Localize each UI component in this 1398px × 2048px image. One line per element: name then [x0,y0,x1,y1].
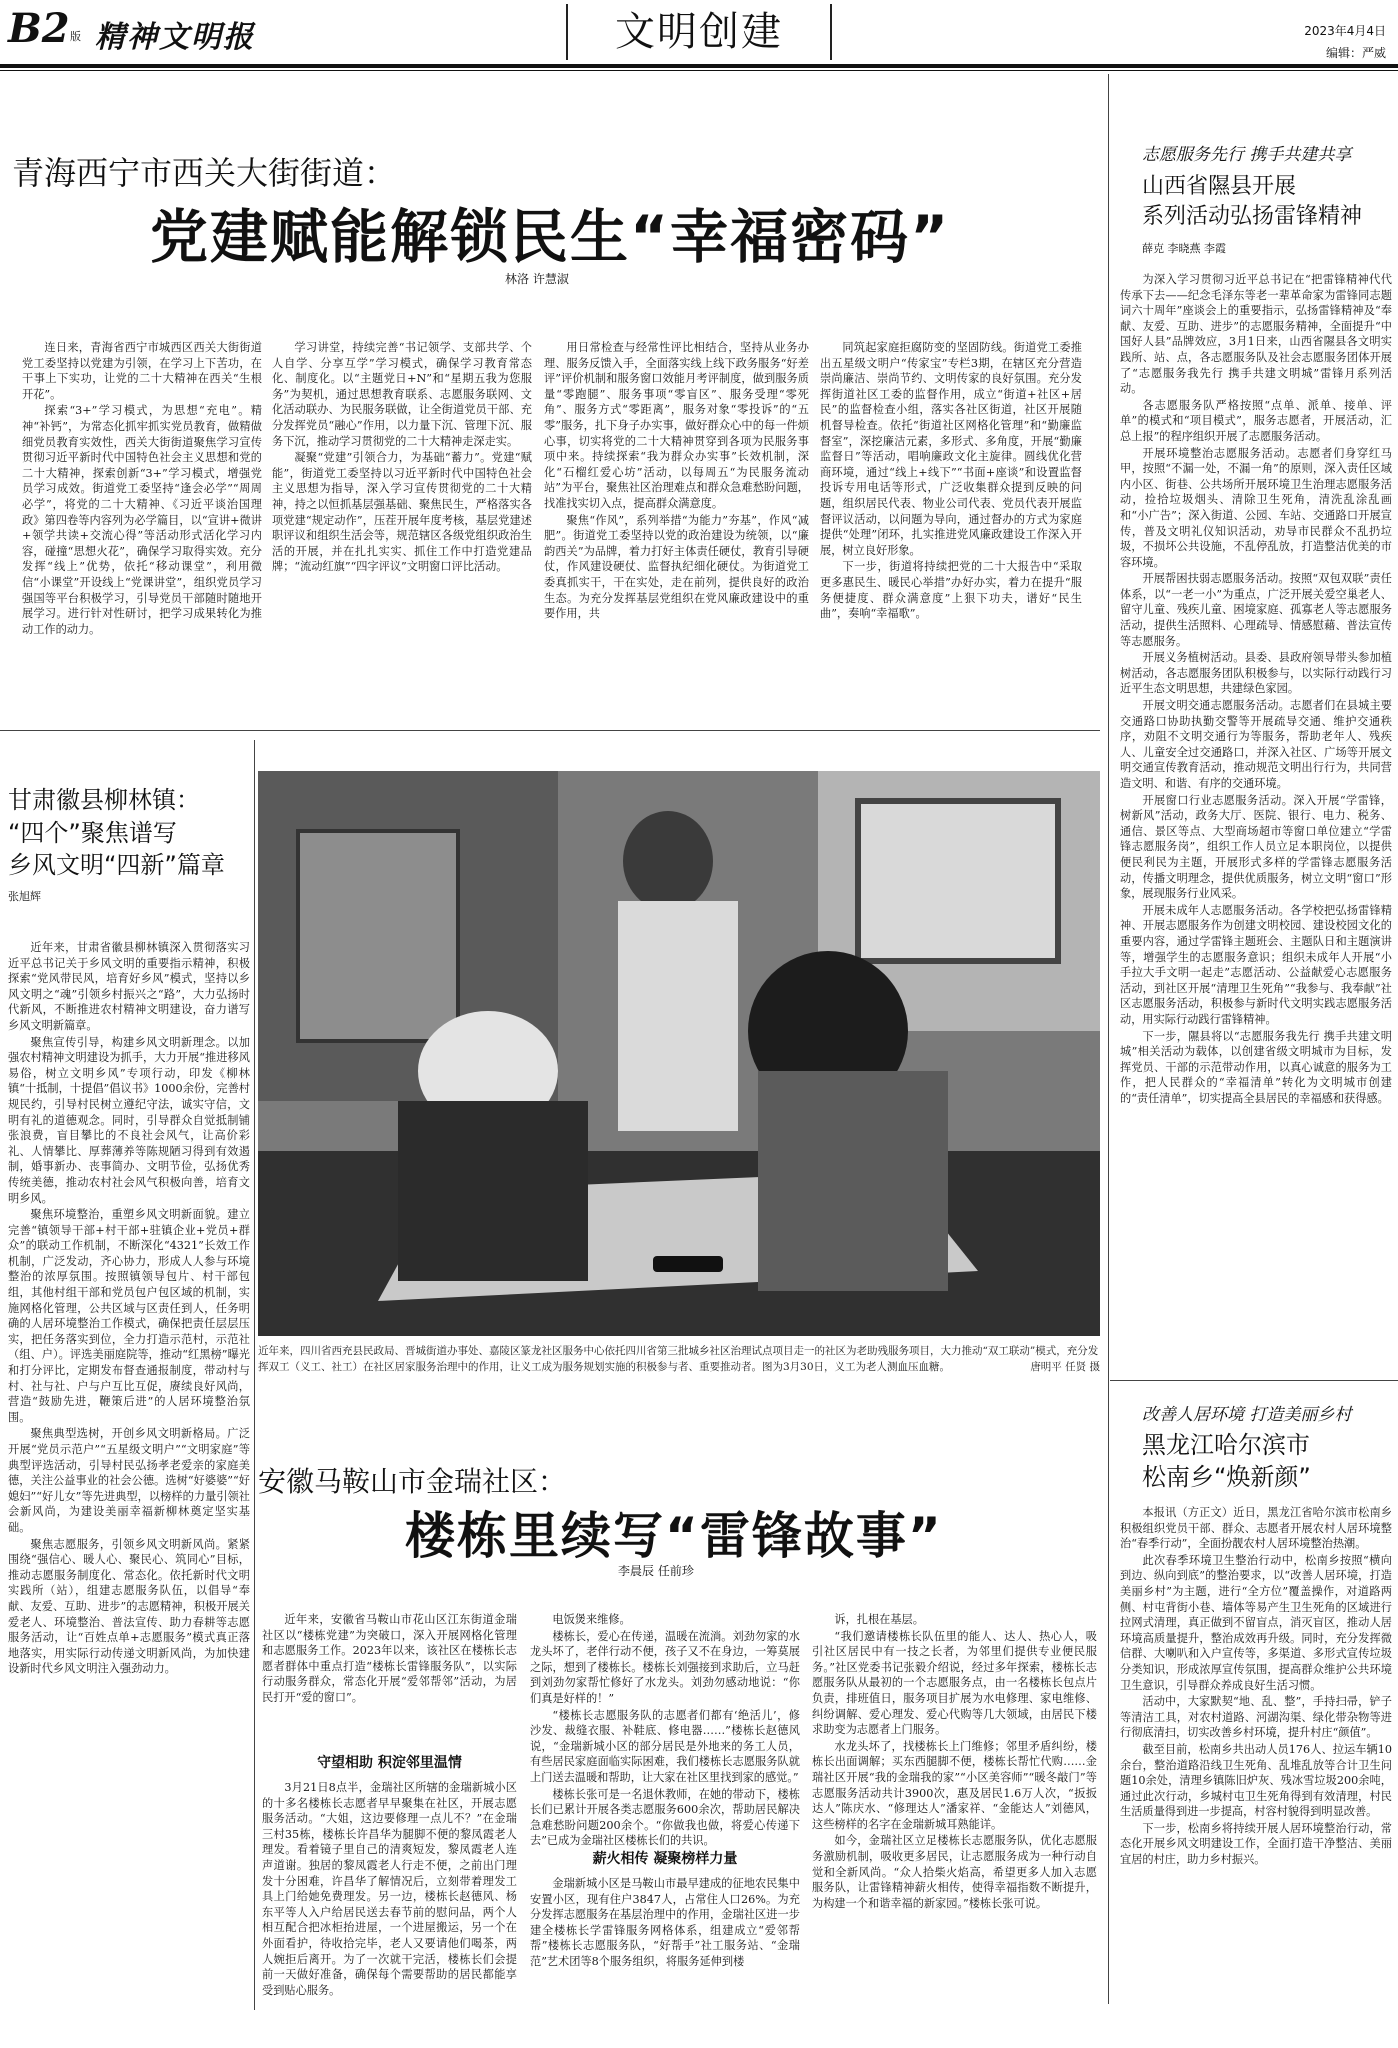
article3-column-1-body: 3月21日8点半，金瑞社区所辖的金瑞新城小区的十多名楼栋长志愿者早早聚集在社区，开展志愿服务活动。“大姐，这边要修理一点儿不？”在金瑞三村35栋，楼栋长许昌华为腿脚不便的黎凤霞老人理发。看着镜子里自己的清爽短发，黎凤霞老人连声道谢。独居的黎凤霞老人行走不便，之前出门理发十分困难，许昌华了解情况后，立刻带着理发工具上门给她免费理发。另一边，楼栋长赵德风、杨东平等人入户给居民送去春节前的慰问品，两个人相互配合把冰柜抬进屋，一个进屋搬运，另一个在外面看护，待收拾完毕，老人又要请他们喝茶，两人婉拒后离开。为了一次就干完活，楼栋长们会提前一天做好准备，确保每个需要帮助的居民都能享受到贴心服务。 [262,1781,517,1997]
article1-column-2: 学习讲堂，持续完善“书记领学、支部共学、个人自学、分享互学”学习模式，确保学习教育常态化、制度化。以“主题党日+N”和“星期五我为您服务”为契机，通过思想教育联系、志愿服务联网、文化活动联办、为民服务联做，让全街道党员干部、充分发挥党员“融心”作用，以力量下沉、管理下沉、服务下沉，推动学习贯彻党的二十大精神走深走实。 凝聚“党建”引领合力，为基础“蓄力”。党建“赋能”，街道党工委坚持以习近平新时代中国特色社会主义思想为指导，深入学习宣传贯彻党的二十大精神，持之以恒抓基层强基础、聚焦民生，严格落实各项党建“规定动作”，压茬开展年度考核，基层党建述职评议和组织生活会等，规范辖区各级党组织政治生活的开展，并在扎扎实实、抓住工作中打造党建品牌；“流动红旗”“四字评议”文明窗口评比活动。 [272,341,532,574]
article2-body: 近年来，甘肃省徽县柳林镇深入贯彻落实习近平总书记关于乡风文明的重要指示精神，积极探索“党风带民风，培育好乡风”模式，坚持以乡风文明之“魂”引领乡村振兴之“路”，大力弘扬时代新风，不断推进农村精神文明建设，奋力谱写乡风文明新篇章。 聚焦宣传引导，构建乡风文明新理念。以加强农村精神文明建设为抓手，大力开展“推进移风易俗，树立文明乡风”专项行动，印发《柳林镇“十抵制，十提倡”倡议书》1000余份，完善村规民约，引导村民树立遵纪守法，诚实守信，文明有礼的道德观念。同时，引导群众自觉抵制铺张浪费，盲目攀比的不良社会风气，让高价彩礼、人情攀比、厚葬薄养等陈规陋习得到有效遏制，婚事新办、丧事简办、文明节俭，弘扬优秀传统美德，推动农村社会风气积极向善，培育文明乡风。 聚焦环境整治，重塑乡风文明新面貌。建立完善“镇领导干部+村干部+驻镇企业+党员+群众”的联动工作机制，不断深化“4321”长效工作机制，广泛发动，齐心协力，形成人人参与环境整治的浓厚氛围。按照镇领导包片、村干部包组，其他村组干部和党员包户包区域的机制，实施网格化管理，公共区域与区责任到人，任务明确的人居环境整治工作模式，确保把责任层层压实，把任务落实到位，全力打造示范村，示范社（组、户）。评选美丽庭院等，推动“红黑榜”曝光和打分评比，定期发布督查通报制度，带动村与村、社与社、户与户互比互促，赓续良好风尚，营造“鼓励先进，鞭策后进”的人居环境整治氛围。 聚焦典型选树，开创乡风文明新格局。广泛开展“党员示范户”“五星级文明户”“文明家庭”等典型评选活动，引导村民弘扬孝老爱亲的家庭美德，关注公益事业的社会公德。选树“好婆婆”“好媳妇”“好儿女”等先进典型，以榜样的力量引领社会新风尚，为建设美丽幸福新柳林奠定坚实基础。 聚焦志愿服务，引领乡风文明新风尚。紧紧围绕“强信心、暖人心、聚民心、筑同心”目标，推动志愿服务制度化、常态化。依托新时代文明实践所（站），组建志愿服务队伍，以倡导“奉献、友爱、互助、进步”的志愿精神，积极开展关爱老人、环境整治、普法宣传、助力春耕等志愿服务活动，让“百姓点单+志愿服务”模式真正落地落实，用实际行动传递文明新风尚，为加快建设新时代乡风文明注入强劲动力。 [8,941,250,1676]
article3-subhead-2: 薪火相传 凝聚榜样力量 [592,1851,738,1867]
sidebar2-kicker: 改善人居环境 打造美丽乡村 [1142,1405,1352,1425]
article2-divider [254,740,255,2010]
header-rule [0,64,1398,68]
article1-column-4: 同筑起家庭拒腐防变的坚固防线。街道党工委推出五星级文明户“传家宝”专栏3期，在辖区充分营造崇尚廉洁、崇尚节约、文明传家的良好氛围。充分发挥街道社区工委的监督作用，成立“街道+社区+居民”的监督检查小组，落实各社区街道，社区开展随机督导检查。依托“街道社区网格化管理”和“勤廉监督室”，深挖廉洁元素，多形式、多角度，开展“勤廉监督日”等活动，唱响廉政文化主旋律。圆线优化营商环境，通过“线上+线下”“书面+座谈”和设置监督投诉专用电话等形式，广泛收集群众提到反映的问题，组织居民代表、物业公司代表、党员代表开展监督评议活动，以问题为导向，通过督办的方式为家庭提供“处理”闭环，扎实推进党风廉政建设工作深入开展，树立良好形象。 下一步，街道将持续把党的二十大报告中“采取更多惠民生、暖民心举措”办好办实，着力在提升“服务便捷度、群众满意度”上狠下功夫，谱好“民生曲”，奏响“幸福歌”。 [820,341,1082,621]
article1-author: 林洛 许慧淑 [505,272,569,286]
article3-headline: 楼栋里续写“雷锋故事” [405,1507,943,1565]
article1-kicker: 青海西宁市西关大街街道： [12,154,397,192]
article2-title-line1: “四个”聚焦谱写 [8,819,177,847]
sidebar1-title-line2: 系列活动弘扬雷锋精神 [1142,204,1363,229]
sidebar2-title-line1: 黑龙江哈尔滨市 [1142,1431,1310,1459]
photo-illustration [258,771,1100,1336]
article1-bottom-rule [0,730,1100,731]
article3-column-2-body: 金瑞新城小区是马鞍山市最早建成的征地农民集中安置小区，现有住户3847人，占常住人口26%。为充分发挥志愿服务在基层治理中的作用，金瑞社区进一步建全楼栋长学雷锋服务网格体系，组建成立“爱邻帮帮”楼栋长志愿服务队，“好帮手”社工服务站、“金瑞范”艺术团等8个服务组织，将服务延伸到楼 [530,1877,800,1968]
article1-headline: 党建赋能解锁民生“幸福密码” [150,203,951,271]
article3-kicker: 安徽马鞍山市金瑞社区： [258,1465,567,1498]
sidebar1-body: 为深入学习贯彻习近平总书记在“把雷锋精神代代传承下去——纪念毛泽东等老一辈革命家为雷锋同志题词六十周年”座谈会上的重要指示，弘扬雷锋精神及“奉献、友爱、互助、进步”的志愿服务精神，全面提升“中国好人县”品牌效应，3月1日来，山西省隰县各文明实践所、站、点，各志愿服务队及社会志愿服务团体开展了“志愿服务我先行 携手共建文明城”雷锋月系列活动。 各志愿服务队严格按照“点单、派单、接单、评单”的模式和“项目模式”，服务志愿者，开展活动，汇总上报”的程序组织开展了志愿服务活动。 开展环境整治志愿服务活动。志愿者们身穿红马甲，按照“不漏一处，不漏一角”的原则，深入责任区域内小区、街巷、公共场所开展环境卫生治理志愿服务活动，捡拾垃圾烟头、清除卫生死角，清洗乱涂乱画和“小广告”；深入街道、公园、车站、交通路口开展宣传，普及文明礼仪知识活动，劝导市民群众不乱扔垃圾，不损坏公共设施，不乱停乱放，打造整洁优美的市容环境。 开展帮困扶弱志愿服务活动。按照“双包双联”责任体系，以“一老一小”为重点，广泛开展关爱空巢老人、留守儿童、残疾儿童、困境家庭、孤寡老人等志愿服务活动，提供生活照料、心理疏导、情感慰藉、普法宣传等志愿服务。 开展义务植树活动。县委、县政府领导带头参加植树活动，各志愿服务团队积极参与，以实际行动践行习近平生态文明思想，共建绿色家园。 开展文明交通志愿服务活动。志愿者们在县城主要交通路口协助执勤交警等开展疏导交通、维护交通秩序，劝阻不文明交通行为等服务，帮助老年人、残疾人、儿童安全过交通路口，并深入社区、广场等开展文明交通宣传教育活动，推动规范文明出行行为，共同营造文明、和谐、有序的交通环境。 开展窗口行业志愿服务活动。深入开展“学雷锋，树新风”活动，政务大厅、医院、银行、电力、税务、通信、景区等点、大型商场超市等窗口单位建立“学雷锋志愿服务岗”，组织工作人员立足本职岗位，以提供便民利民为主题，开展形式多样的学雷锋志愿服务活动，传播文明理念，提供优质服务，树立文明“窗口”形象，展现服务行业风采。 开展未成年人志愿服务活动。各学校把弘扬雷锋精神、开展志愿服务作为创建文明校园、建设校园文化的重要内容，通过学雷锋主题班会、主题队日和主题演讲等，增强学生的志愿服务意识；组织未成年人开展“小手拉大手文明一起走”志愿活动、公益献爱心志愿服务活动，到社区开展“清理卫生死角”“我参与、我奉献”社区志愿服务活动，积极参与新时代文明实践志愿服务活动，用实际行动践行雷锋精神。 下一步，隰县将以“志愿服务我先行 携手共建文明城”相关活动为载体，以创建省级文明城市为目标，发挥党员、干部的示范带动作用，以真心诚意的服务为工作，把人民群众的“幸福清单”转化为文明城市创建的“责任清单”，切实提高全县居民的幸福感和获得感。 [1120,273,1392,1105]
article2-title-line2: 乡风文明“四新”篇章 [8,851,225,879]
article3-subhead-1: 守望相助 积淀邻里温情 [317,1755,462,1771]
paper-name: 精神文明报 [95,20,255,55]
sidebar1-author: 薛克 李晓燕 李霞 [1142,242,1226,255]
section-title: 文明创建 [566,4,832,60]
sidebar-divider [1108,74,1109,2004]
sidebar1-title-line1: 山西省隰县开展 [1142,174,1297,199]
photo-credit: 唐明平 任贤 摄 [1030,1361,1100,1373]
issue-date: 2023年4月4日 [1304,24,1386,38]
article2-author: 张旭辉 [8,890,41,903]
page-number: B2 [8,5,70,52]
sidebar1-bottom-rule [1110,1380,1398,1381]
editor-credit: 编辑：严威 [1325,46,1386,60]
article1-column-1: 连日来，青海省西宁市城西区西关大街街道党工委坚持以党建为引领，在学习上下苦功，在干事上下实功，让党的二十大精神在西关“生根开花”。 探索“3+”学习模式，为思想“充电”。精神“补钙”，为常态化抓牢抓实党员教育，做精做细党员教育实效性，西关大街街道聚焦学习宣传贯彻习近平新时代中国特色社会主义思想和党的二十大精神，探索创新“3+”学习模式，增强党员学习成效。街道党工委坚持“逢会必学”“周周必学”，将党的二十大精神、《习近平谈治国理政》第四卷等内容列为必学篇目，以“宣讲+微讲+领学共读+交流心得”等活动形式活化学习内容，碰撞“思想火花”，确保学习取得实效。充分发挥“线上”优势，依托“移动课堂”，利用微信“小课堂”开设线上“党课讲堂”，组织党员学习强国等平台积极学习，引导党员干部随时随地开展学习。进行针对性研讨，把学习成果转化为推动工作的动力。 [22,341,262,636]
article3-column-2: 电饭煲来维修。 楼栋长，爱心在传递，温暖在流淌。刘劲勿家的水龙头坏了，老伴行动不便，孩子又不在身边，一筹莫展之际，想到了楼栋长。楼栋长刘强接到求助后，立马赶到刘劲勿家帮忙修好了水龙头。刘劲勿感动地说：“你们真是好样的！” “楼栋长志愿服务队的志愿者们都有‘绝活儿’，修沙发、裁缝衣服、补鞋底、修电器……”楼栋长赵德风说，“金瑞新城小区的部分居民是外地来的务工人员，有些居民家庭面临实际困难，我们楼栋长志愿服务队就上门送去温暖和帮助，让大家在社区里找到家的感觉。” 楼栋长张可是一名退休教师，在她的带动下，楼栋长们已累计开展各类志愿服务600余次，帮助居民解决急难愁盼问题200余个。“你做我也做，将爱心传递下去”已成为金瑞社区楼栋长们的共识。 [530,1613,800,1848]
photo-caption: 近年来，四川省西充县民政局、晋城街道办事处、嘉陵区篆龙社区服务中心依托四川省第三批城乡社区治理试点项目走一的社区为老助残服务项目，大力推动“双工联动”模式，充分发挥双工（义工、社工）在社区居家服务治理中的作用，让义工成为服务规划实施的积极参与者、重要推动者。图为3月30日，义工为老人测血压血糖。 唐明平 任贤 摄 [258,1345,1100,1373]
article1-column-3: 用日常检查与经常性评比相结合，坚持从业务办理、服务反馈入手，全面落实线上线下政务服务“好差评”评价机制和服务窗口效能月考评制度，做到服务质量“零跑腿”、服务事项“零盲区”、服务受理“零死角”、服务方式“零距离”，服务对象“零投诉”的“五零”服务，扎下身子办实事，做好群众心中的每一件烦心事，切实将党的二十大精神贯穿到各项为民服务事项中来。持续探索“我为群众办实事”长效机制，深化“石榴红爱心坊”活动，以每周五“为民服务流动站”为平台，聚焦社区治理难点和群众急难愁盼问题，找准找实切入点，提高群众满意度。 聚焦“作风”，系列举措“为能力”夯基”，作风“减肥”。街道党工委坚持以党的政治建设为统领，以“廉韵西关”为品牌，着力打好主体责任硬仗，教育引导硬仗，作风建设硬仗、监督执纪细化硬仗。为街道党工委真抓实干，干在实处，走在前列，提供良好的政治生态。为充分发挥基层党组织在党风廉政建设中的重要作用，共 [544,341,809,621]
article2-kicker: 甘肃徽县柳林镇： [8,786,200,814]
page-suffix: 版 [70,30,81,43]
article3-column-1-intro: 近年来，安徽省马鞍山市花山区江东街道金瑞社区以“楼栋党建”为突破口，深入开展网格化管理和志愿服务工作。2023年以来，该社区在楼栋长志愿者群体中重点打造“楼栋长雷锋服务队”，以实际行动服务群众，常态化开展“爱邻帮邻”活动，为居民打开“爱的窗口”。 [262,1613,517,1704]
sidebar2-body: 本报讯（方正文）近日，黑龙江省哈尔滨市松南乡积极组织党员干部、群众、志愿者开展农村人居环境整治“春季行动”，全面扮靓农村人居环境整治热潮。 此次春季环境卫生整治行动中，松南乡按照“横向到边、纵向到底”的整治要求，以“改善人居环境，打造美丽乡村”为主题，进行“全方位”覆盖操作，对道路两侧、村屯背街小巷、墙体等易产生卫生死角的区域进行拉网式清理，真正做到不留盲点，消灭盲区，推动人居环境高质量提升，整治成效再升级。同时，充分发挥微信群、大喇叭和入户宣传等，多渠道、多形式宣传垃圾分类知识，形成浓厚宣传氛围，提高群众维护公共环境卫生意识，引导群众养成良好生活习惯。 活动中，大家默契“地、乱、整”，手持扫帚，铲子等清洁工具，对农村道路、河湖沟渠、绿化带杂物等进行彻底清扫，切实改善乡村环境，提升村庄“颜值”。 截至目前，松南乡共出动人员176人、拉运车辆10余台，整治道路沿线卫生死角、乱堆乱放等合计卫生问题10余处，清理乡镇陈旧炉灰、残冰雪垃圾200余吨，通过此次行动，乡城村屯卫生死角得到有效清理，村民生活质量得到进一步提高，村容村貌得到明显改善。 下一步，松南乡将持续开展人居环境整治行动，常态化开展乡风文明建设工作，全面打造干净整洁、美丽宜居的村庄，助力乡村振兴。 [1120,1506,1392,1867]
header-rule-thin [0,70,1398,71]
sidebar1-kicker: 志愿服务先行 携手共建共享 [1142,145,1352,165]
news-photo [258,771,1100,1336]
article3-column-3: 诉，扎根在基层。 “我们邀请楼栋长队伍里的能人、达人、热心人，吸引社区居民中有一技之长者，为邻里们提供专业便民服务。”社区党委书记张毅介绍说，经过多年探索，楼栋长志愿服务队从最初的一个志愿服务点，由一名楼栋长包点片负责，排班值日，服务项目扩展为水电修理、家电维修、纠纷调解、爱心理发、爱心代购等几大领域，由居民下楼求助变为志愿者上门服务。 水龙头坏了，找楼栋长上门维修；邻里矛盾纠纷，楼栋长出面调解；买东西腿脚不便，楼栋长帮忙代购……金瑞社区开展“我的金瑞我的家”“小区美容师”“暖冬敲门”等志愿服务活动共计3900次，惠及居民1.6万人次，“扳扳达人”陈庆水、“修理达人”潘家祥、“金能达人”刘德风，这些榜样的名字在金瑞新城耳熟能详。 如今，金瑞社区立足楼栋长志愿服务队，优化志愿服务激励机制，吸收更多居民，让志愿服务成为一种行动自觉和全新风尚。“众人拾柴火焰高，希望更多人加入志愿服务队，让雷锋精神薪火相传，使得幸福指数不断提升，为构建一个和谐幸福的新家园。”楼栋长张可说。 [812,1613,1097,1910]
article3-author: 李晨辰 任前珍 [618,1564,694,1578]
sidebar2-title-line2: 松南乡“焕新颜” [1142,1463,1311,1491]
